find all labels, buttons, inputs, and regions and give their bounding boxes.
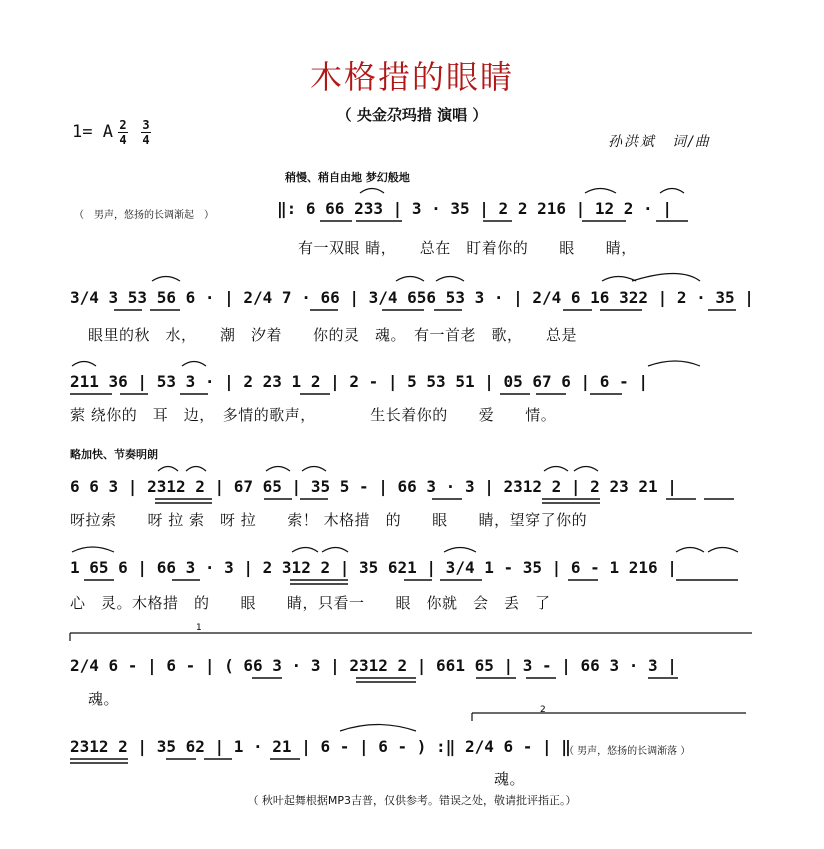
- lyrics-line-1: 有一双眼 睛， 总在 盯着你的 眼 睛，: [298, 239, 637, 257]
- tempo-marking-2: 略加快、节奏明朗: [70, 448, 158, 461]
- lyrics-line-3: 萦 绕你的 耳 边， 多情的歌声， 生长着你的 爱 情。: [70, 406, 557, 424]
- lyrics-line-5: 心 灵。木格措 的 眼 睛，只看一 眼 你就 会 丢 了: [70, 594, 551, 612]
- key-signature: 1= A: [72, 122, 113, 142]
- music-line-1: ‖: 6 66 233 | 3 · 35 | 2 2 216 | 12 2 · |: [277, 199, 672, 218]
- footer-note: （ 秋叶起舞根据MP3吉普，仅供参考。错误之处，敬请批评指正。）: [247, 794, 577, 807]
- music-line-4: 6 6 3 | 2312 2 | 67 65 | 35 5 - | 66 3 · 3 | 2312 2 | 2 23 21 |: [70, 477, 677, 496]
- volta-1-number: 1: [196, 623, 202, 633]
- lyrics-line-7: 魂。: [494, 770, 526, 788]
- lyrics-line-6: 魂。: [88, 690, 120, 708]
- song-subtitle: （ 央金尕玛措 演唱 ）: [336, 106, 488, 124]
- slurs-line-3: [72, 361, 700, 366]
- song-title: 木格措的眼睛: [309, 58, 514, 96]
- volta-2-number: 2: [540, 705, 546, 715]
- music-line-3: 211 36 | 53 3 · | 2 23 1 2 | 2 - | 5 53 51 | 05 67 6 | 6 - |: [70, 372, 648, 391]
- music-line-6: 2/4 6 - | 6 - | ( 66 3 · 3 | 2312 2 | 661 65 | 3 - | 66 3 · 3 |: [70, 656, 677, 675]
- intro-note: （ 男声，悠扬的长调渐起 ）: [74, 210, 214, 221]
- slurs-line-2: [152, 274, 700, 282]
- slurs-line-1: [360, 189, 684, 194]
- music-line-5: 1 65 6 | 66 3 · 3 | 2 312 2 | 35 621 | 3/4 1 - 35 | 6 - 1 216 |: [70, 558, 677, 577]
- volta-2-bracket: [472, 713, 746, 721]
- slurs-line-5: [72, 547, 738, 552]
- composer-credit: 孙洪斌 词/曲: [608, 134, 711, 150]
- time-signature-3-4: 3 4: [142, 118, 150, 147]
- beams-line-4: [155, 499, 734, 503]
- music-line-7: 2312 2 | 35 62 | 1 · 21 | 6 - | 6 - ) :‖ 2/4 6 - | ‖: [70, 737, 571, 756]
- time-signature-2-4: 2 4: [119, 118, 127, 147]
- lyrics-line-4: 呀拉索 呀 拉 索 呀 拉 索！ 木格措 的 眼 睛，望穿了你的: [70, 511, 588, 529]
- beams-line-5: [84, 580, 738, 584]
- slurs-line-4: [158, 467, 598, 472]
- outro-note: （ 男声，悠扬的长调渐落 ）: [564, 746, 691, 757]
- tempo-marking-1: 稍慢、稍自由地 梦幻般地: [285, 171, 410, 184]
- lyrics-line-2: 眼里的秋 水， 潮 汐着 你的灵 魂。 有一首老 歌， 总是: [88, 326, 578, 344]
- beams-line-7: [70, 759, 300, 763]
- beams-line-6: [252, 678, 678, 682]
- music-line-2: 3/4 3 53 56 6 · | 2/4 7 · 66 | 3/4 656 53 3 · | 2/4 6 16 322 | 2 · 35 |: [70, 288, 754, 307]
- slurs-line-7: [340, 725, 416, 732]
- volta-1-bracket: [70, 633, 752, 641]
